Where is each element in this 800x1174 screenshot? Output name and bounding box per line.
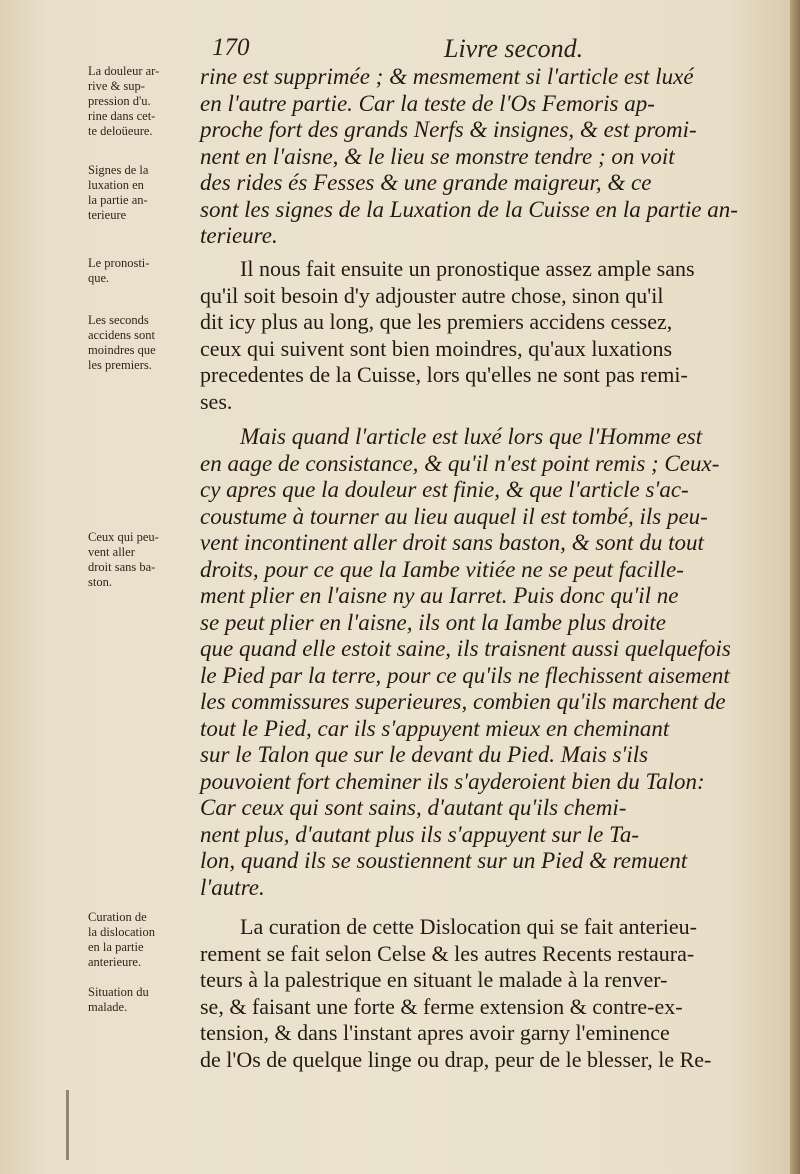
- text-line: precedentes de la Cuisse, lors qu'elles ne sont pas remi-: [200, 362, 688, 387]
- running-title: Livre second.: [444, 34, 584, 63]
- margin-note-line: accidens sont: [88, 328, 155, 342]
- margin-note-line: La douleur ar-: [88, 64, 160, 78]
- page-number: 170: [212, 34, 250, 61]
- text-line: rine est supprimée ; & mesmement si l'article est luxé: [200, 64, 694, 89]
- text-line: coustume à tourner au lieu auquel il est tombé, ils peu-: [200, 503, 708, 529]
- text-line: des rides és Fesses & une grande maigreur, & ce: [200, 170, 652, 195]
- margin-note-signs: [88, 163, 200, 223]
- margin-note-line: vent aller: [88, 545, 135, 559]
- text-line: teurs à la palestrique en situant le malade à la renver-: [200, 967, 668, 992]
- margin-note-line: moindres que: [88, 343, 156, 357]
- text-line: Mais quand l'article est luxé lors que l'Homme est: [240, 424, 703, 449]
- margin-note-line: rive & sup-: [88, 79, 145, 93]
- text-line: de l'Os de quelque linge ou drap, peur de le blesser, le Re-: [200, 1046, 712, 1072]
- text-line: en aage de consistance, & qu'il n'est point remis ; Ceux-: [200, 450, 720, 476]
- text-line: se peut plier en l'aisne, ils ont la Iambe plus droite: [200, 609, 666, 635]
- margin-note-line: les premiers.: [88, 358, 152, 372]
- text-line: dit icy plus au long, que les premiers accidens cessez,: [200, 309, 673, 334]
- margin-note-line: malade.: [88, 1000, 128, 1014]
- text-line: pouvoient fort cheminer ils s'ayderoient bien du Talon:: [200, 768, 705, 794]
- text-line: La curation de cette Dislocation qui se fait anterieu-: [240, 914, 697, 939]
- paragraph-signs: [200, 64, 780, 250]
- text-line: droits, pour ce que la Iambe vitiée ne se peut facille-: [200, 556, 684, 582]
- margin-note-curation: [88, 910, 200, 970]
- margin-note-line: ston.: [88, 575, 112, 589]
- text-line: rement se fait selon Celse & les autres Recents restaura-: [200, 940, 695, 966]
- text-line: tension, & dans l'instant apres avoir garny l'eminence: [200, 1020, 670, 1045]
- margin-note-line: rine dans cet-: [88, 109, 156, 123]
- margin-note-line: droit sans ba-: [88, 560, 156, 574]
- text-line: Car ceux qui sont sains, d'autant qu'ils chemi-: [200, 795, 627, 820]
- text-line: que quand elle estoit saine, ils traisnent aussi quelquefois: [200, 636, 731, 661]
- page-header: [212, 34, 584, 68]
- margin-note-line: la partie an-: [88, 193, 148, 207]
- margin-note-line: Le pronosti-: [88, 256, 150, 270]
- margin-note-line: pression d'u.: [88, 94, 151, 108]
- margin-note-line: Ceux qui peu-: [88, 530, 159, 544]
- margin-note-line: luxation en: [88, 178, 144, 192]
- margin-note-prognosis: [88, 256, 200, 286]
- margin-note-pain: [88, 64, 200, 139]
- margin-note-line: anterieure.: [88, 955, 142, 969]
- margin-note-line: Les seconds: [88, 313, 149, 327]
- text-line: nent en l'aisne, & le lieu se monstre tendre ; on voit: [200, 143, 675, 169]
- margin-note-line: terieure: [88, 208, 127, 222]
- ink-mark: [66, 1090, 69, 1160]
- margin-note-line: que.: [88, 271, 110, 285]
- text-line: vent incontinent aller droit sans baston, & sont du tout: [200, 530, 704, 555]
- margin-note-line: Signes de la: [88, 163, 149, 177]
- margin-note-situation: [88, 985, 200, 1015]
- text-line: ceux qui suivent sont bien moindres, qu'aux luxations: [200, 335, 673, 361]
- text-line: Il nous fait ensuite un pronostique assez ample sans: [240, 256, 695, 281]
- text-line: ses.: [200, 388, 233, 414]
- paragraph-walking: [200, 424, 780, 901]
- text-line: nent plus, d'autant plus ils s'appuyent sur le Ta-: [200, 821, 639, 847]
- paragraph-prognosis: [200, 256, 780, 415]
- text-line: proche fort des grands Nerfs & insignes, & est promi-: [200, 117, 697, 142]
- text-line: en l'autre partie. Car la teste de l'Os Femoris ap-: [200, 90, 655, 116]
- page-edge: [790, 0, 800, 1174]
- margin-note-line: la dislocation: [88, 925, 155, 939]
- text-line: sur le Talon que sur le devant du Pied. Mais s'ils: [200, 742, 649, 767]
- text-line: qu'il soit besoin d'y adjouster autre chose, sinon qu'il: [200, 282, 664, 308]
- margin-note-seconds: [88, 313, 200, 373]
- margin-note-line: te deloüeure.: [88, 124, 153, 138]
- text-line: lon, quand ils se soustiennent sur un Pied & remuent: [200, 848, 688, 873]
- text-line: l'autre.: [200, 874, 265, 900]
- text-line: les commissures superieures, combien qu'ils marchent de: [200, 689, 726, 714]
- text-line: cy apres que la douleur est finie, & que l'article s'ac-: [200, 477, 689, 502]
- margin-note-walking: [88, 530, 200, 590]
- text-line: tout le Pied, car ils s'appuyent mieux en cheminant: [200, 715, 670, 741]
- margin-note-line: Situation du: [88, 985, 149, 999]
- text-line: se, & faisant une forte & ferme extension & contre-ex-: [200, 993, 683, 1019]
- paragraph-curation: [200, 914, 780, 1073]
- text-line: le Pied par la terre, pour ce qu'ils ne flechissent aisement: [200, 662, 730, 688]
- text-line: ment plier en l'aisne ny au Iarret. Puis donc qu'il ne: [200, 583, 679, 608]
- text-line: sont les signes de la Luxation de la Cuisse en la partie an-: [200, 196, 738, 222]
- text-line: terieure.: [200, 223, 278, 248]
- margin-note-line: en la partie: [88, 940, 144, 954]
- margin-note-line: Curation de: [88, 910, 147, 924]
